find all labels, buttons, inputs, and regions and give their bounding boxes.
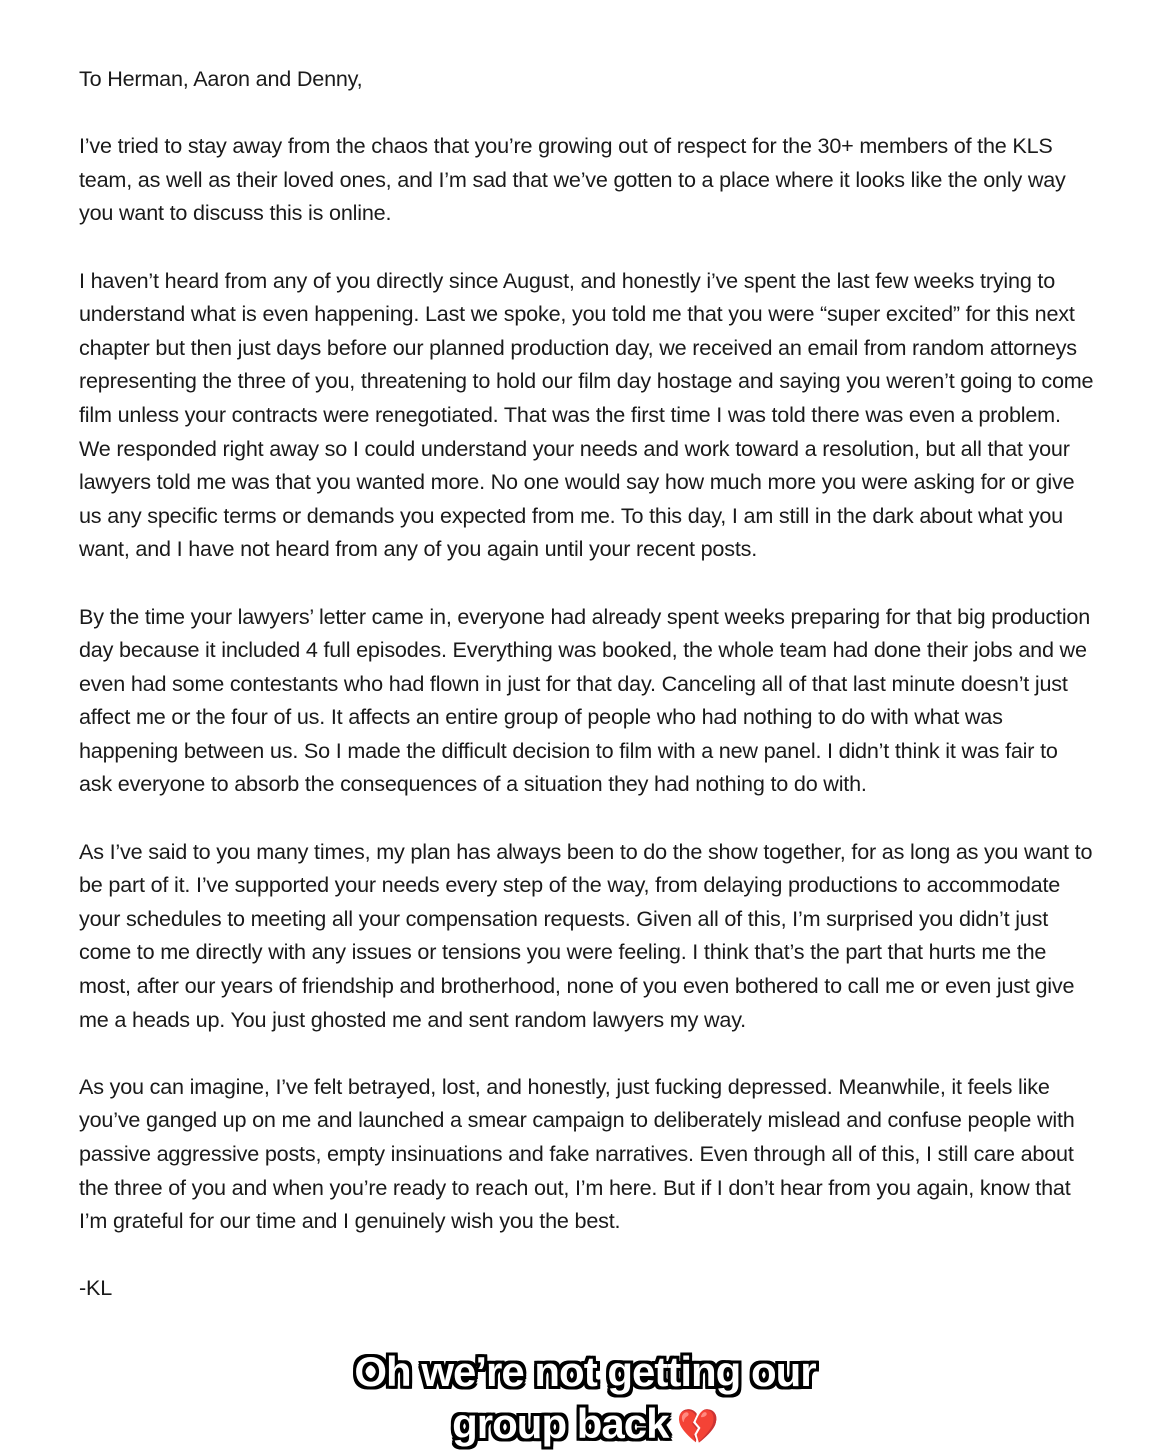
letter-body (79, 62, 1094, 1305)
caption-line-2: group back (452, 1400, 669, 1447)
letter-signoff: -KL (79, 1275, 113, 1301)
caption-line-2-wrap (0, 1398, 1170, 1453)
caption-line-1: Oh we’re not getting our (354, 1348, 816, 1395)
letter-paragraph: I haven’t heard from any of you directly since August, and honestly i’ve spent the last few weeks trying to understand what is even happening. Last we spoke, you told me that you were “super excited” for this next chapter but then just days before our planned production day, we received an email from random attorneys representing the three of you, threatening to hold our film day hostage and saying you weren’t going to come film unless your contracts were renegotiated. That was the first time I was told there was even a problem. We responded right away so I could understand your needs and work toward a resolution, but all that your lawyers told me was that you wanted more. No one would say how much more you were asking for or give us any specific terms or demands you expected from me. To this day, I am still in the dark about what you want, and I have not heard from any of you again until your recent posts. (79, 267, 1094, 562)
letter-paragraph: I’ve tried to stay away from the chaos that you’re growing out of respect for the 30+ members of the KLS team, as well as their loved ones, and I’m sad that we’ve gotten to a place where it looks like the only way you want to discuss this is online. (79, 133, 1066, 226)
video-caption-overlay (0, 1346, 1170, 1453)
letter-paragraph: As you can imagine, I’ve felt betrayed, lost, and honestly, just fucking depressed. Meanwhile, it feels like you’ve ganged up on me and launched a smear campaign to deliberately mislead and confuse people with passive aggressive posts, empty insinuations and fake narratives. Even through all of this, I still care about the three of you and when you’re ready to reach out, I’m here. But if I don’t hear from you again, know that I’m grateful for our time and I genuinely wish you the best. (79, 1073, 1075, 1234)
letter-paragraph: By the time your lawyers’ letter came in, everyone had already spent weeks preparing for that big production day because it included 4 full episodes. Everything was booked, the whole team had done their jobs and we even had some contestants who had flown in just for that day. Canceling all of that last minute doesn’t just affect me or the four of us. It affects an entire group of people who had nothing to do with what was happening between us. So I made the difficult decision to film with a new panel. I didn’t think it was fair to ask everyone to absorb the consequences of a situation they had nothing to do with. (79, 603, 1091, 797)
broken-heart-icon: 💔 (676, 1407, 718, 1446)
letter-greeting: To Herman, Aaron and Denny, (79, 66, 363, 91)
letter-paragraph: As I’ve said to you many times, my plan has always been to do the show together, for as long as you want to be part of it. I’ve supported your needs every step of the way, from delaying productions to accommodate your schedules to meeting all your compensation requests. Given all of this, I’m surprised you didn’t just come to me directly with any issues or tensions you were feeling. I think that’s the part that hurts me the most, after our years of friendship and brotherhood, none of you even bothered to call me or even just give me a heads up. You just ghosted me and sent random lawyers my way. (79, 838, 1093, 1032)
